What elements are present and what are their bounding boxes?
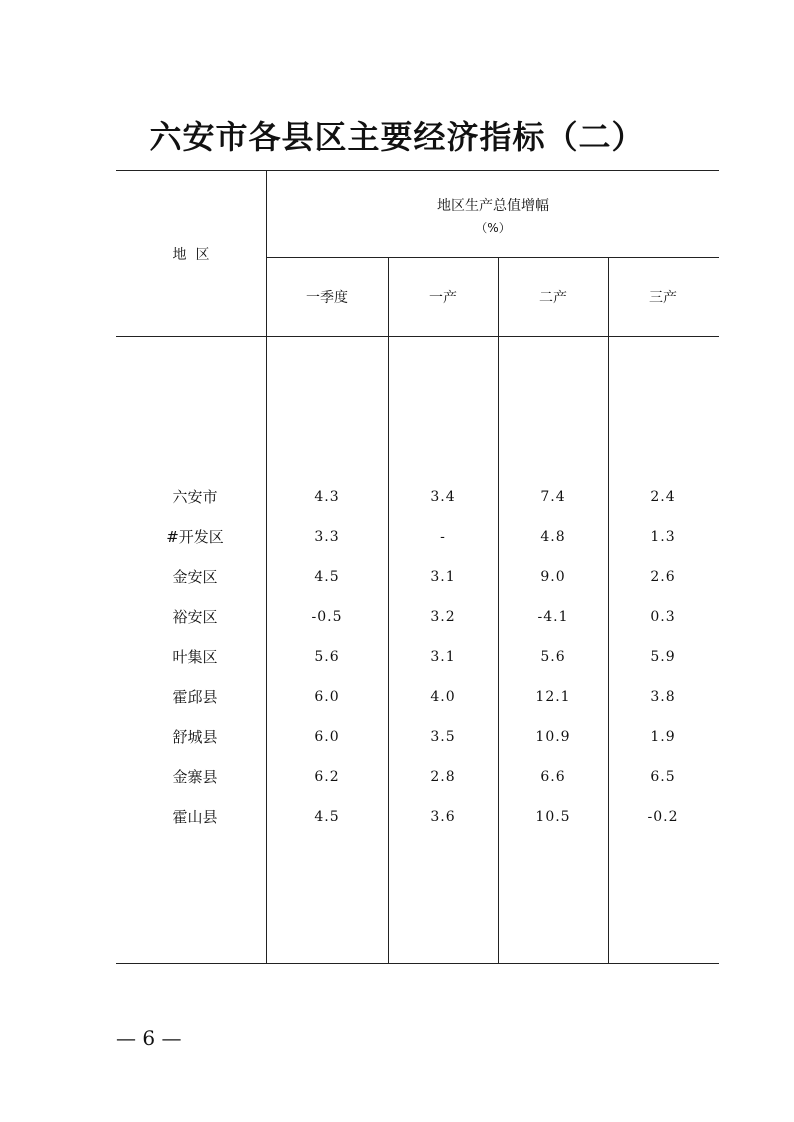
value-primary: 3.1 [430,569,456,585]
value-secondary: 7.4 [540,489,566,505]
value-primary: 3.1 [430,649,456,665]
column-divider-2 [498,257,499,963]
value-primary: 3.6 [430,809,456,825]
value-q1: 6.0 [314,729,340,745]
gdp-growth-header: 地区生产总值增幅 [437,198,549,214]
value-secondary: 4.8 [540,529,566,545]
value-tertiary: 3.8 [650,689,676,705]
value-secondary: 10.9 [535,729,571,745]
region-header: 地 区 [172,247,210,263]
value-tertiary: 1.9 [650,729,676,745]
value-q1: 4.5 [314,569,340,585]
value-primary: - [440,529,446,545]
table-bottom-rule [116,963,719,964]
value-tertiary: 2.4 [650,489,676,505]
value-q1: 6.0 [314,689,340,705]
value-primary: 4.0 [430,689,456,705]
value-q1: -0.5 [311,609,343,625]
region-name: 金安区 [172,568,218,586]
column-divider-1 [388,257,389,963]
column-header-primary: 一产 [429,290,457,306]
value-q1: 6.2 [314,769,340,785]
value-tertiary: 6.5 [650,769,676,785]
value-primary: 3.2 [430,609,456,625]
value-secondary: 12.1 [535,689,571,705]
value-tertiary: 2.6 [650,569,676,585]
value-secondary: -4.1 [537,609,569,625]
region-column-divider [266,170,267,963]
value-primary: 2.8 [430,769,456,785]
header-bottom-rule [116,336,719,337]
region-name: #开发区 [166,528,224,546]
value-tertiary: 1.3 [650,529,676,545]
value-q1: 3.3 [314,529,340,545]
column-header-tertiary: 三产 [649,290,677,306]
value-tertiary: -0.2 [647,809,679,825]
region-name: 金寨县 [172,768,218,786]
value-secondary: 9.0 [540,569,566,585]
group-header-rule [267,257,719,258]
region-name: 霍山县 [172,808,218,826]
value-secondary: 6.6 [540,769,566,785]
table-top-rule [116,170,719,171]
column-header-q1: 一季度 [306,290,348,306]
region-name: 六安市 [172,488,218,506]
region-name: 裕安区 [172,608,218,626]
value-primary: 3.5 [430,729,456,745]
region-name: 舒城县 [172,728,218,746]
value-q1: 4.5 [314,809,340,825]
page-number: — 6 — [116,1026,182,1050]
value-q1: 5.6 [314,649,340,665]
gdp-growth-unit: （%） [475,221,511,235]
value-tertiary: 0.3 [650,609,676,625]
value-secondary: 5.6 [540,649,566,665]
page-title: 六安市各县区主要经济指标（二） [149,118,645,156]
column-divider-3 [608,257,609,963]
region-name: 叶集区 [172,648,218,666]
region-name: 霍邱县 [172,688,218,706]
column-header-secondary: 二产 [539,290,567,306]
value-q1: 4.3 [314,489,340,505]
value-primary: 3.4 [430,489,456,505]
value-tertiary: 5.9 [650,649,676,665]
value-secondary: 10.5 [535,809,571,825]
